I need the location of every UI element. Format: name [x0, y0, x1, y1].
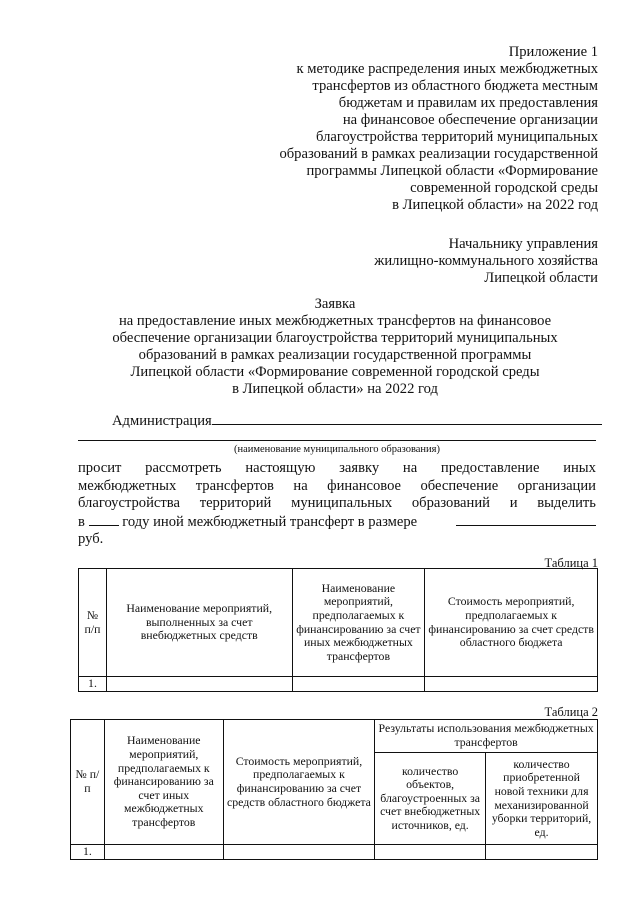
word: на [293, 477, 308, 494]
administration-field [112, 411, 602, 430]
administration-blank[interactable] [212, 411, 602, 425]
appendix-line: образований в рамках реализации государственной [279, 146, 598, 162]
word: межбюджетных [78, 477, 177, 494]
header-cell-planned-activities: Наименование мероприятий, предполагаемых к финансированию за счет иных межбюджетных трансфертов [104, 720, 223, 845]
table1-header-row [79, 569, 598, 677]
table-row [71, 845, 598, 860]
row-number: 1. [79, 677, 107, 692]
appendix-line: современной городской среды [410, 180, 598, 196]
word: иных [563, 460, 596, 476]
text-line [78, 495, 596, 513]
word: заявку [339, 460, 380, 476]
word: территорий [199, 495, 272, 511]
title-line: Липецкой области «Формирование современной городской среды [130, 364, 540, 380]
year-clause [78, 513, 417, 532]
amount-blank[interactable] [456, 513, 596, 526]
municipality-caption: (наименование муниципального образования) [233, 444, 441, 455]
appendix-line: Приложение 1 [508, 44, 598, 60]
municipality-blank-line[interactable] [78, 440, 596, 441]
title-line: на предоставление иных межбюджетных трансфертов на финансовое [118, 313, 552, 329]
table-cell[interactable] [292, 677, 425, 692]
currency-label: руб. [78, 531, 104, 547]
text-line [78, 478, 596, 496]
word: трансфертов [195, 477, 274, 494]
word: просит [78, 460, 122, 476]
title-line: в Липецкой области» на 2022 год [232, 381, 438, 397]
appendix-line: бюджетам и правилам их предоставления [338, 95, 598, 111]
appendix-line: в Липецкой области» на 2022 год [392, 197, 598, 213]
appendix-line: благоустройства территорий муниципальных [316, 129, 598, 145]
table-cell[interactable] [425, 677, 598, 692]
table2 [70, 719, 598, 860]
addressee-block [374, 236, 598, 287]
table1-caption: Таблица 1 [544, 556, 598, 570]
appendix-line: программы Липецкой области «Формирование [306, 163, 598, 179]
header-cell-number: № п/п [79, 569, 107, 677]
subheader-cell-equipment: количество приобретенной новой техники для механизированной уборки территорий, ед. [486, 753, 598, 845]
addressee-line: Начальнику управления [448, 236, 598, 252]
header-cell-number: № п/п [71, 720, 105, 845]
title-line: обеспечение организации благоустройства территорий муниципальных [112, 330, 558, 346]
administration-label: Администрация [112, 413, 212, 429]
word: финансовое [327, 477, 402, 494]
addressee-line: Липецкой области [484, 270, 598, 286]
text-line [78, 513, 596, 532]
addressee-line: жилищно-коммунального хозяйства [374, 253, 598, 269]
table2-header-row [71, 720, 598, 753]
table-row [79, 677, 598, 692]
word: настоящую [245, 460, 316, 476]
word: на [402, 460, 418, 476]
table2-caption: Таблица 2 [544, 705, 598, 719]
table-cell[interactable] [375, 845, 486, 860]
header-cell-results: Результаты использования межбюджетных трансфертов [375, 720, 598, 753]
appendix-line: к методике распределения иных межбюджетных [296, 61, 598, 77]
table-cell[interactable] [106, 677, 292, 692]
title-line: образований в рамках реализации государственной программы [138, 347, 532, 363]
transfer-clause: году иной межбюджетный трансферт в размере [122, 513, 418, 530]
word: благоустройства [78, 495, 180, 511]
header-cell-completed-activities: Наименование мероприятий, выполненных за счет внебюджетных средств [106, 569, 292, 677]
row-number: 1. [71, 845, 105, 860]
word: образований [411, 495, 490, 511]
appendix-line: на финансовое обеспечение организации [342, 112, 598, 128]
word: в [78, 513, 85, 530]
word: рассмотреть [145, 460, 222, 476]
word: организации [517, 477, 596, 494]
year-blank[interactable] [89, 513, 119, 526]
table-cell[interactable] [104, 845, 223, 860]
word: муниципальных [291, 495, 393, 511]
header-cell-planned-activities: Наименование мероприятий, предполагаемых к финансированию за счет иных межбюджетных трансфертов [292, 569, 425, 677]
header-cell-cost: Стоимость мероприятий, предполагаемых к финансированию за счет средств областного бюджета [223, 720, 375, 845]
title-line: Заявка [314, 296, 356, 312]
table1 [78, 568, 598, 692]
document-title [70, 296, 600, 398]
header-cell-cost: Стоимость мероприятий, предполагаемых к финансированию за счет средств областного бюджета [425, 569, 598, 677]
table-cell[interactable] [486, 845, 598, 860]
word: и [509, 495, 518, 511]
text-line [78, 460, 596, 478]
word: предоставление [440, 460, 540, 476]
appendix-block [279, 44, 598, 214]
subheader-cell-objects: количество объектов, благоустроенных за счет внебюджетных источников, ед. [375, 753, 486, 845]
word: выделить [537, 495, 596, 511]
text-line [78, 531, 596, 549]
appendix-line: трансфертов из областного бюджета местным [312, 78, 598, 94]
word: обеспечение [420, 477, 499, 494]
table-cell[interactable] [223, 845, 375, 860]
request-text [78, 460, 596, 549]
